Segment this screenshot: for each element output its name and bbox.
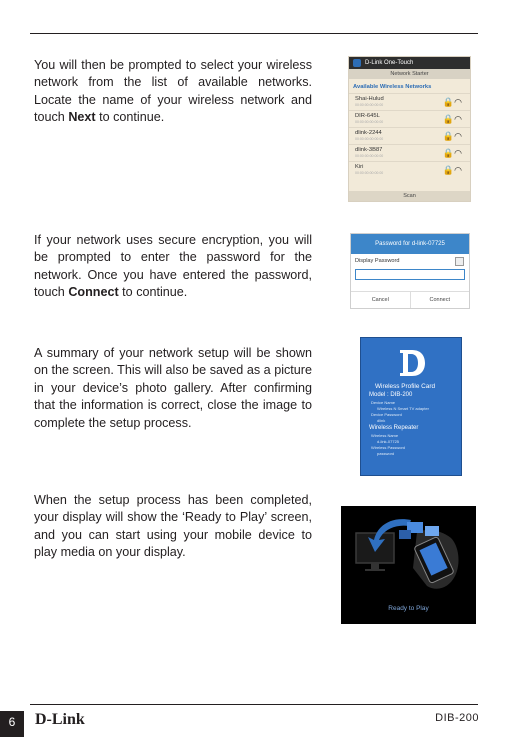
wifi-icon: ◠ xyxy=(454,114,462,124)
device-name-value: Wireless N Smart TV adapter xyxy=(377,406,429,411)
top-rule xyxy=(30,33,478,34)
hand-phone-icon xyxy=(413,530,458,589)
lock-icon: 🔒 xyxy=(442,165,455,175)
wifi-icon: ◠ xyxy=(454,97,462,107)
display-password-checkbox[interactable] xyxy=(455,257,464,266)
password-dialog-title: Password for d-link-07725 xyxy=(351,234,469,254)
paragraph-select-network: You will then be prompted to select your wireless network from the list of available networks. Locate the name of your wireless network and touch Next to continue. xyxy=(34,58,312,125)
app-titlebar xyxy=(349,57,470,69)
lock-icon: 🔒 xyxy=(442,148,455,158)
network-name: DIR-645L xyxy=(355,113,380,119)
network-sub: 00:00:00:00:00:00 xyxy=(355,154,384,158)
network-signal xyxy=(443,148,462,158)
lock-icon: 🔒 xyxy=(442,114,455,124)
network-row[interactable] xyxy=(349,110,470,127)
svg-text:D-Link: D-Link xyxy=(35,711,85,728)
profile-model: Model : DIB-200 xyxy=(369,392,413,398)
network-sub: 00:00:00:00:00:00 xyxy=(355,103,384,107)
network-sub: 00:00:00:00:00:00 xyxy=(355,137,384,141)
paragraph-summary: A summary of your network setup will be shown on the screen. This will also be saved as a picture in your device’s photo gallery. After confirming that the information is correct, close the image to complete the setup process. xyxy=(34,346,312,430)
network-signal xyxy=(443,114,462,124)
wireless-name-value: d-link-07725 xyxy=(377,439,400,444)
dlink-d-logo xyxy=(397,348,427,378)
network-name: Shai-Hulud xyxy=(355,96,384,102)
ready-to-play-caption: Ready to Play xyxy=(388,605,429,612)
network-row[interactable] xyxy=(349,161,470,178)
network-row[interactable] xyxy=(349,127,470,144)
wifi-icon: ◠ xyxy=(454,131,462,141)
network-list xyxy=(349,93,470,178)
network-signal xyxy=(443,97,462,107)
network-list-screenshot xyxy=(348,56,471,202)
device-password-label: Device Password xyxy=(371,412,402,417)
app-title: D-Link One-Touch xyxy=(365,60,414,66)
wireless-name-label: Wireless Name xyxy=(371,433,399,438)
model-number: DIB-200 xyxy=(435,712,479,724)
ready-to-play-screenshot xyxy=(341,506,476,624)
app-icon xyxy=(353,59,361,67)
connect-button[interactable]: Connect xyxy=(429,297,450,303)
dialog-buttons xyxy=(351,291,469,308)
device-password-value: dlink xyxy=(377,418,386,423)
wireless-password-value: password xyxy=(377,451,395,456)
password-input[interactable] xyxy=(355,269,465,280)
profile-card-screenshot xyxy=(360,337,462,476)
device-name-label: Device Name xyxy=(371,400,396,405)
wifi-icon: ◠ xyxy=(454,148,462,158)
network-row[interactable] xyxy=(349,144,470,161)
network-name: dlink-2244 xyxy=(355,130,382,136)
network-sub: 00:00:00:00:00:00 xyxy=(355,120,384,124)
repeater-heading: Wireless Repeater xyxy=(369,425,419,431)
lock-icon: 🔒 xyxy=(442,131,455,141)
wireless-password-label: Wireless Password xyxy=(371,445,406,450)
network-name: dlink-3B87 xyxy=(355,147,383,153)
lock-icon: 🔒 xyxy=(442,97,455,107)
networks-heading: Available Wireless Networks xyxy=(353,84,432,90)
network-signal xyxy=(443,165,462,175)
page-number: 6 xyxy=(0,711,24,737)
network-row[interactable] xyxy=(349,93,470,110)
cancel-button[interactable]: Cancel xyxy=(351,292,411,308)
dlink-footer-logo xyxy=(35,708,95,730)
password-dialog-screenshot xyxy=(350,233,470,309)
wifi-icon: ◠ xyxy=(454,165,462,175)
network-signal xyxy=(443,131,462,141)
network-sub: 00:00:00:00:00:00 xyxy=(355,171,384,175)
footer-rule xyxy=(30,704,478,705)
profile-card-title: Wireless Profile Card xyxy=(375,383,436,390)
paragraph-ready-to-play: When the setup process has been completed, your display will show the ‘Ready to Play’ screen, and you can start using your mobile device to play media on your display. xyxy=(34,493,312,560)
scan-button[interactable]: Scan xyxy=(349,191,470,201)
paragraph-enter-password: If your network uses secure encryption, you will be prompted to enter the password for the network. Once you have entered the password, touch Connect to continue. xyxy=(34,233,312,300)
tab-network-starter[interactable]: Network Starter xyxy=(349,69,470,79)
display-password-row[interactable] xyxy=(351,254,469,268)
display-password-label: Display Password xyxy=(355,258,400,264)
network-name: Kiri xyxy=(355,164,364,170)
